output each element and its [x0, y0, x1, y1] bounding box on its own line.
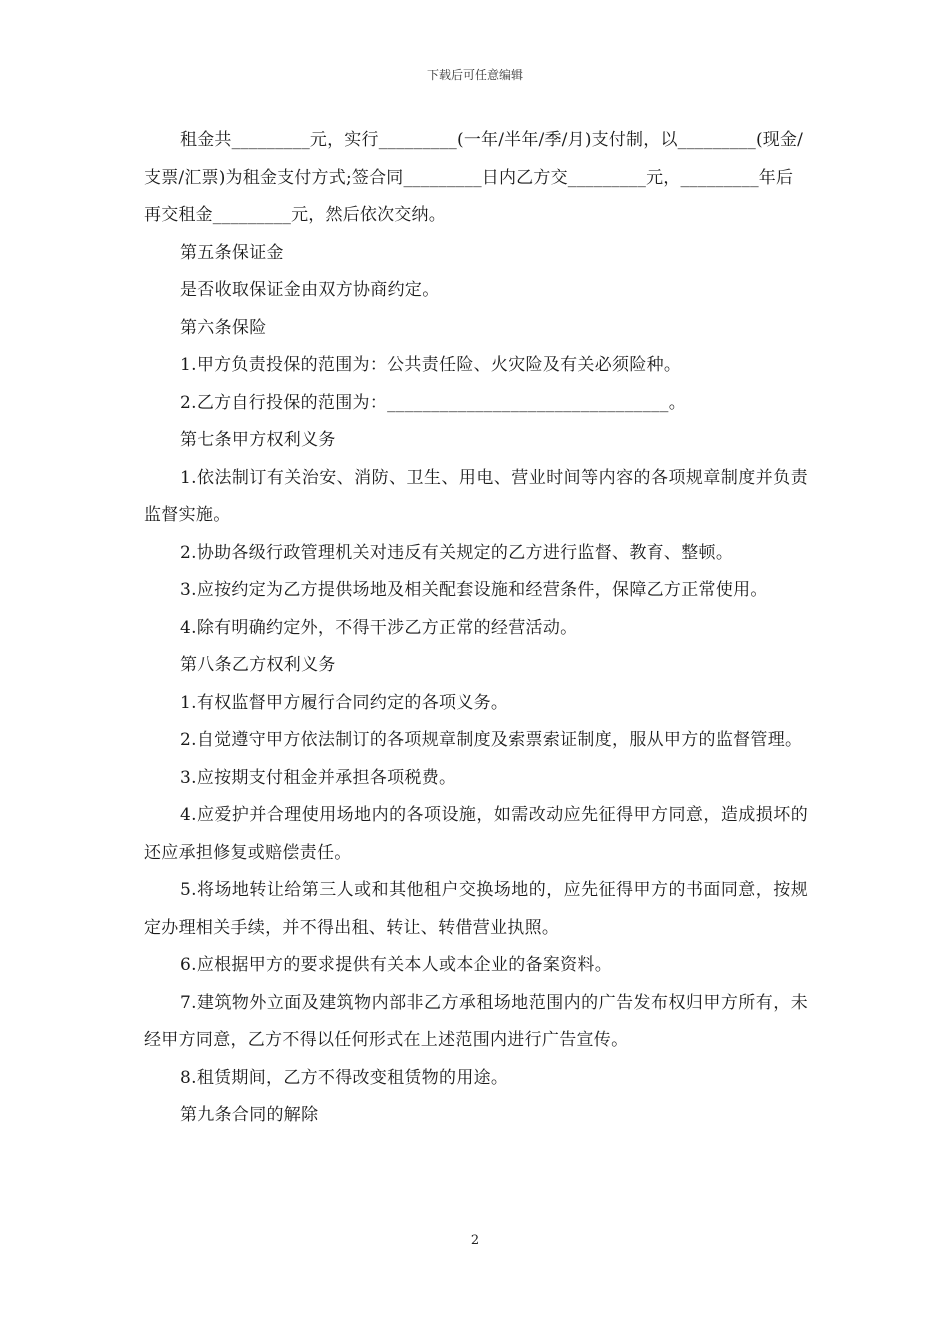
party-a-duty-1: 1.依法制订有关治安、消防、卫生、用电、营业时间等内容的各项规章制度并负责监督实施。: [144, 467, 808, 525]
party-a-duty-4: 4.除有明确约定外，不得干涉乙方正常的经营活动。: [180, 617, 578, 638]
party-b-duty-7: 7.建筑物外立面及建筑物内部非乙方承租场地范围内的广告发布权归甲方所有，未经甲方同意，乙方不得以任何形式在上述范围内进行广告宣传。: [144, 992, 808, 1050]
party-b-duty-4: 4.应爱护并合理使用场地内的各项设施，如需改动应先征得甲方同意，造成损坏的还应承担修复或赔偿责任。: [144, 805, 808, 863]
party-b-duty-6: 6.应根据甲方的要求提供有关本人或本企业的备案资料。: [180, 955, 613, 975]
party-b-duty-5: 5.将场地转让给第三人或和其他租户交换场地的，应先征得甲方的书面同意，按规定办理相关手续，并不得出租、转让、转借营业执照。: [144, 880, 808, 938]
insurance-item-1: 1.甲方负责投保的范围为：公共责任险、火灾险及有关必须险种。: [180, 355, 682, 375]
article-8-heading: 第八条乙方权利义务: [180, 655, 336, 675]
party-b-duty-2: 2.自觉遵守甲方依法制订的各项规章制度及索票索证制度，服从甲方的监督管理。: [180, 730, 803, 750]
party-b-duty-8: 8.租赁期间，乙方不得改变租赁物的用途。: [180, 1067, 509, 1088]
rent-payment-clause: 租金共_________元，实行_________(一年/半年/季/月)支付制，以_________(现金/支票/汇票)为租金支付方式;签合同_________日内乙方交_________元，_________年后再交租金_________元，然后依次交纳。: [144, 130, 804, 225]
header-note: 下载后可任意编辑: [426, 68, 523, 82]
party-b-duty-1: 1.有权监督甲方履行合同约定的各项义务。: [180, 692, 509, 713]
document-body: [144, 122, 808, 1135]
deposit-paragraph: 是否收取保证金由双方协商约定。: [180, 280, 440, 300]
article-5-heading: 第五条保证金: [180, 242, 284, 263]
party-a-duty-3: 3.应按约定为乙方提供场地及相关配套设施和经营条件，保障乙方正常使用。: [180, 580, 768, 600]
party-b-duty-3: 3.应按期支付租金并承担各项税费。: [180, 767, 457, 788]
insurance-item-2: 2.乙方自行投保的范围为：________________________________。: [180, 392, 687, 413]
page-number: 2: [470, 1233, 480, 1248]
article-9-heading: 第九条合同的解除: [180, 1105, 319, 1125]
article-7-heading: 第七条甲方权利义务: [180, 430, 336, 450]
party-a-duty-2: 2.协助各级行政管理机关对违反有关规定的乙方进行监督、教育、整顿。: [180, 542, 734, 563]
article-6-heading: 第六条保险: [180, 317, 267, 338]
